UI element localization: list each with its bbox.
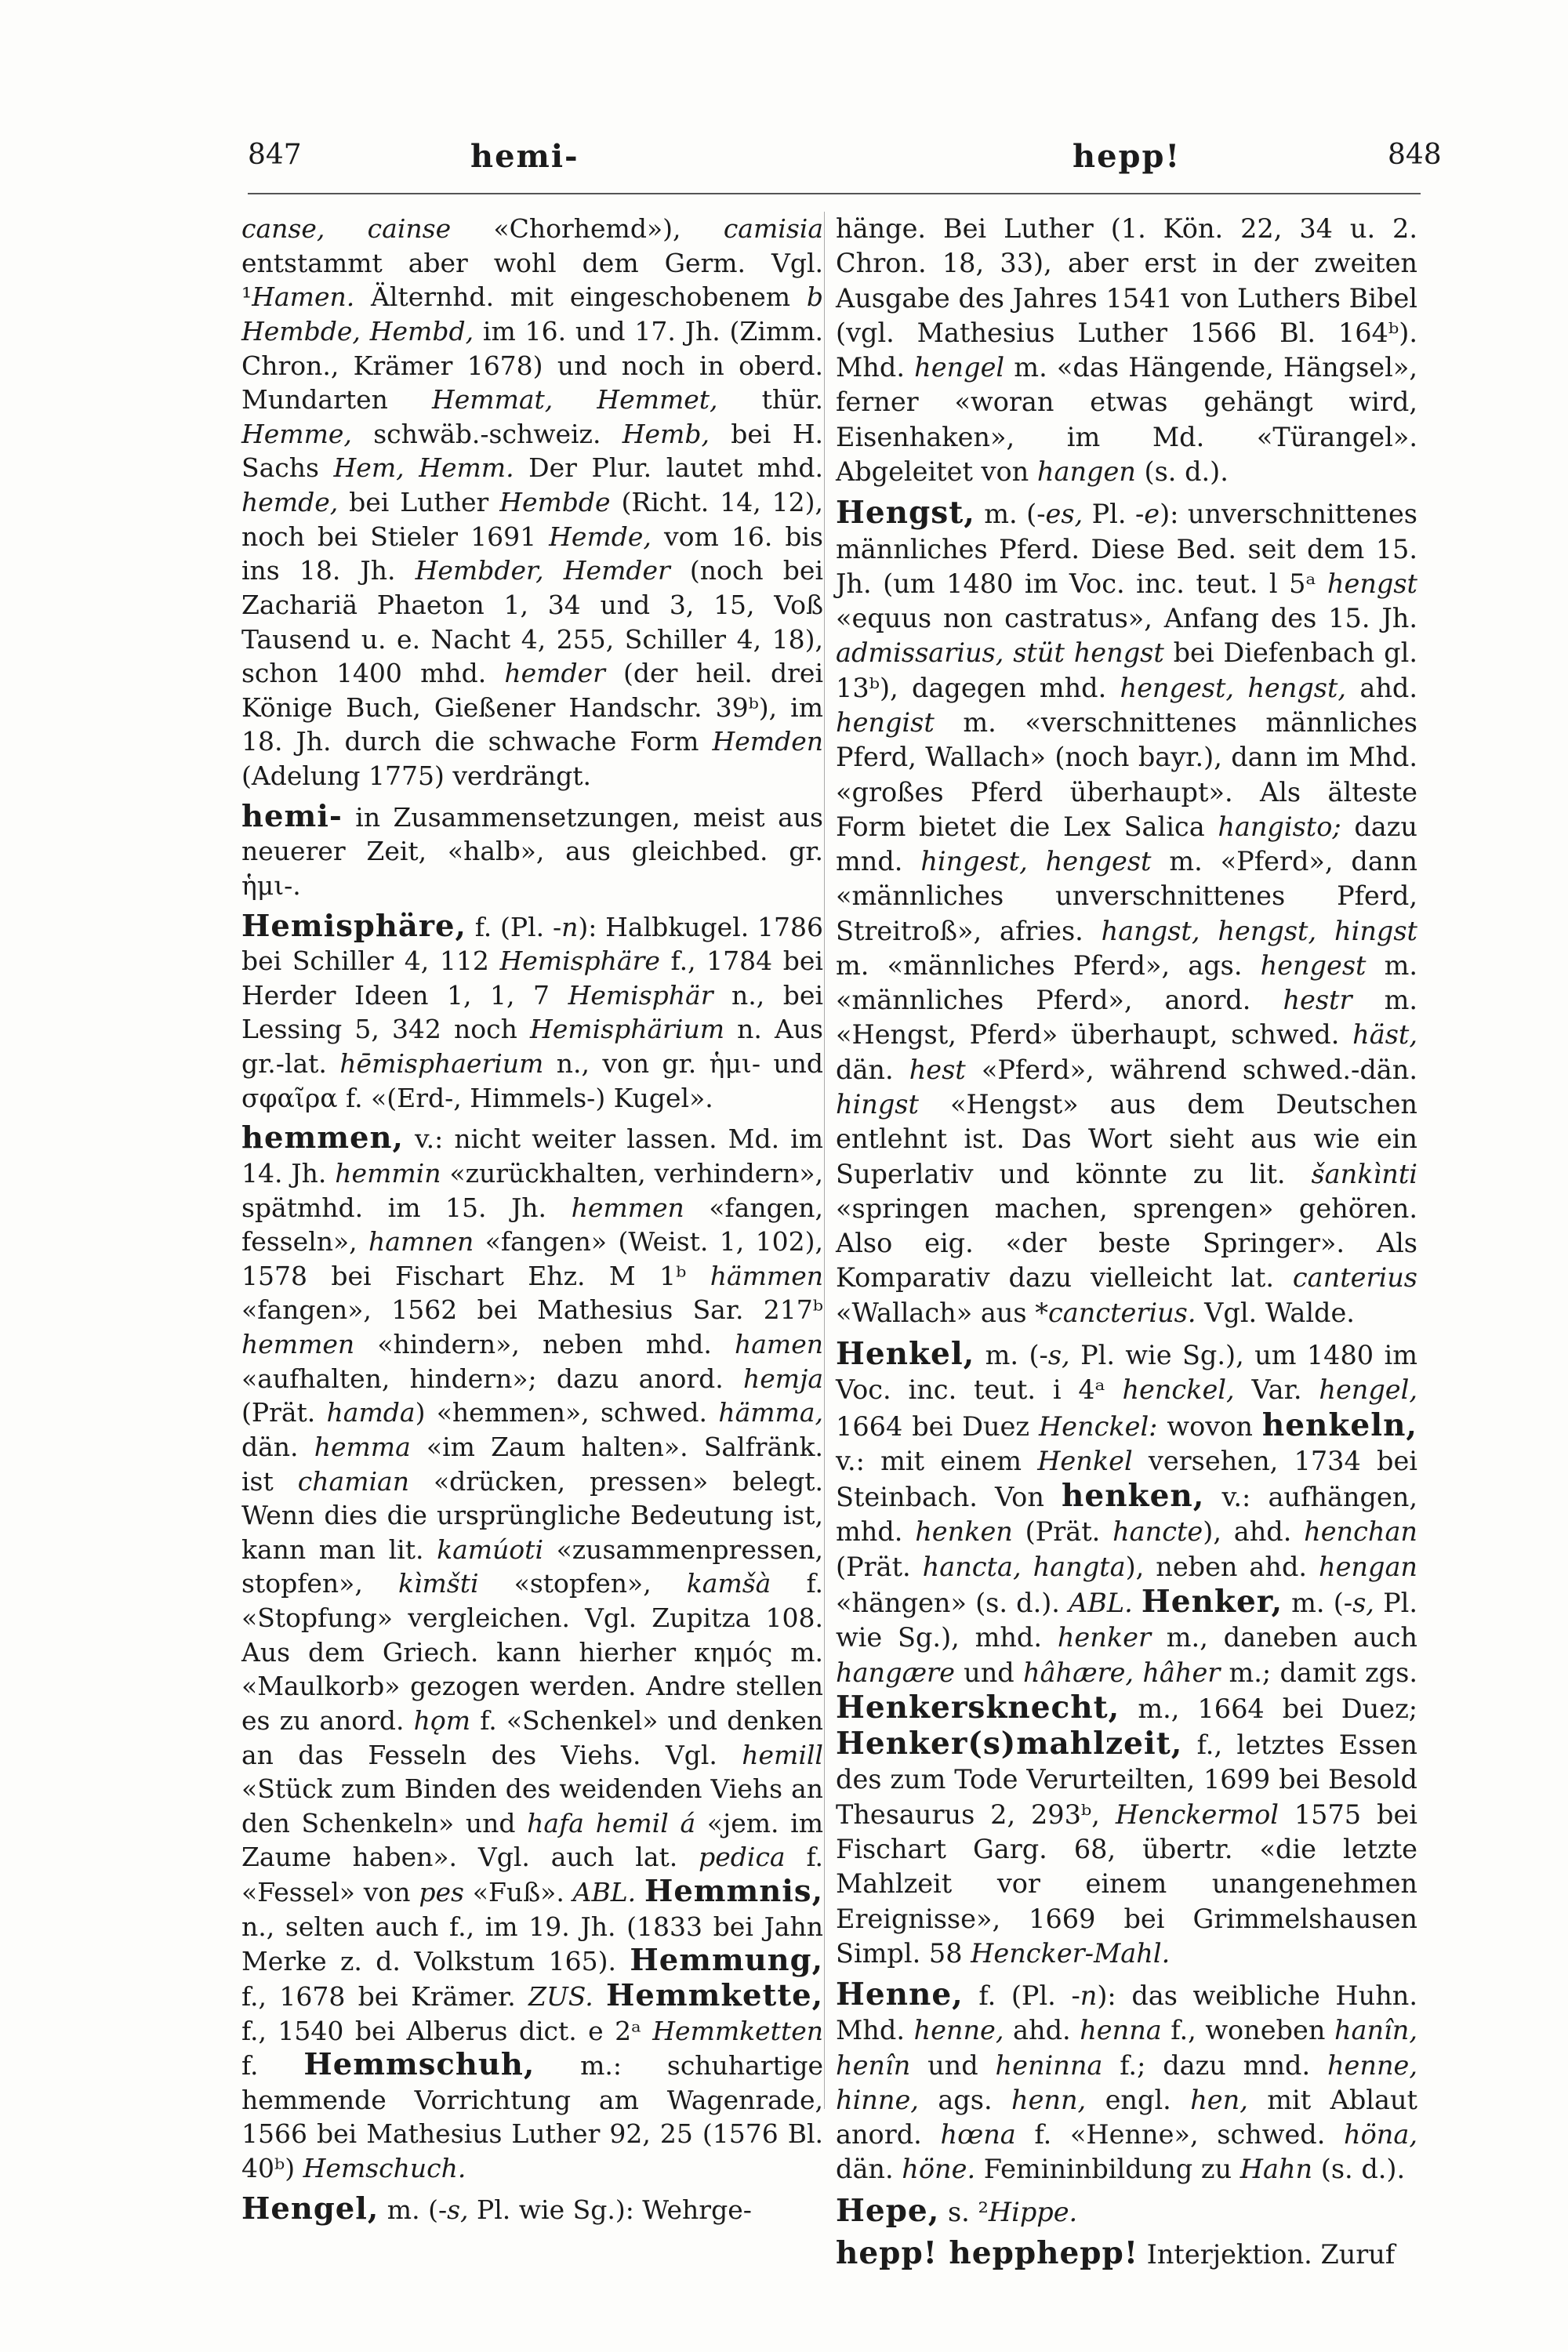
entry-text: Vgl. Walde.	[1196, 1297, 1355, 1328]
entry-text	[1133, 1588, 1142, 1618]
italic-form: hengest	[1260, 949, 1367, 981]
entry-text: Pl. wie Sg.), um 1480 im Voc. inc. teut. i 4ᵃ	[836, 1340, 1417, 1406]
italic-form: hancta, hangta	[922, 1551, 1126, 1582]
italic-form: cancterius.	[1048, 1297, 1196, 1328]
entry-text: dazu mnd.	[836, 811, 1417, 877]
italic-form: es,	[1045, 499, 1083, 530]
italic-form: hengest, hengst,	[1120, 672, 1347, 703]
italic-form: Hem, Hemm.	[333, 452, 514, 484]
entry-text: f., 1678 bei Krämer.	[241, 1980, 529, 2012]
entry-paragraph	[836, 1337, 1417, 1971]
headword: Henne,	[836, 1976, 964, 2013]
entry-text: m.; damit zgs.	[1220, 1657, 1417, 1688]
entry-text: v.: nicht weiter lassen. Md. im 14. Jh.	[241, 1123, 823, 1189]
entry-text: «hindern», neben mhd.	[354, 1329, 735, 1359]
italic-form: Hemmketten	[652, 2015, 823, 2046]
italic-form: hangære	[836, 1657, 955, 1688]
entry-text: Femininbildung zu	[975, 2154, 1240, 2185]
italic-form: pedica	[699, 1842, 786, 1873]
italic-form: Hahn	[1240, 2154, 1313, 2185]
italic-form: heninna	[995, 2049, 1103, 2081]
entry-text: m. (-	[975, 1340, 1048, 1370]
headword: Henkersknecht,	[836, 1689, 1120, 1726]
italic-form: hemmen	[571, 1192, 684, 1223]
entry-text: Var.	[1234, 1374, 1319, 1406]
italic-form: s,	[1352, 1587, 1374, 1618]
italic-form: Hippe.	[988, 2196, 1078, 2227]
entry-text: in Zusammensetzungen, meist aus neuerer Zeit, «halb», aus gleichbed. gr. ἡμι-.	[241, 801, 823, 901]
italic-form: hest	[909, 1054, 966, 1085]
entry-text: bei Diefenbach gl. 13ᵇ), dagegen mhd.	[836, 637, 1417, 703]
entry-text: v.: mit einem	[836, 1445, 1038, 1476]
italic-form: höna,	[1344, 2119, 1417, 2151]
headword: hemmen,	[241, 1120, 404, 1156]
italic-form: hen,	[1190, 2084, 1248, 2115]
left-column	[241, 212, 823, 2227]
entry-text: thür.	[717, 384, 823, 416]
entry-text: Interjektion. Zuruf	[1138, 2239, 1396, 2270]
italic-form: hangisto;	[1218, 811, 1341, 842]
entry-text: f., letztes Essen des zum Tode Verurteilten, 1699 bei Besold Thesaurus 2, 293ᵇ,	[836, 1730, 1417, 1830]
italic-form: hanîn, henîn	[836, 2015, 1417, 2081]
entry-text: «equus non castratus», Anfang des 15. Jh.	[836, 603, 1417, 634]
italic-form: admissarius, stüt hengst	[836, 637, 1164, 669]
entry-text: Pl. wie Sg.), mhd.	[836, 1587, 1417, 1653]
italic-form: hemja	[743, 1363, 823, 1394]
italic-form: Hemisphärium	[530, 1014, 725, 1045]
italic-form: häst,	[1352, 1019, 1417, 1051]
italic-form: camisia	[723, 213, 823, 244]
italic-form: hämmen	[710, 1260, 823, 1291]
italic-form: hamnen	[368, 1226, 474, 1258]
entry-text: m. «das Hängende, Hängsel», ferner «woran etwas gehängt wird, Eisenhaken», im Md. «Türangel». Abgeleitet von	[836, 352, 1417, 487]
entry-text: 1664 bei Duez	[836, 1410, 1039, 1442]
entry-text: «fangen, fesseln»,	[241, 1192, 823, 1258]
entry-text: f. «Stopfung» vergleichen. Vgl. Zupitza 108. Aus dem Griech. kann hierher κημός m. «Maulkorb» gezogen werden. Andre stellen es zu anord.	[241, 1568, 823, 1736]
entry-text: dän.	[836, 1054, 909, 1085]
entry-text: ): das weibliche Huhn. Mhd.	[836, 1980, 1417, 2046]
italic-form: ZUS.	[528, 1980, 593, 2012]
column-divider	[824, 212, 825, 2109]
headword: Hemmung,	[630, 1943, 823, 1979]
italic-form: henckel,	[1122, 1374, 1235, 1406]
entry-text: Älternhd. mit eingeschobenem	[354, 281, 807, 313]
entry-text: «fangen» (Weist. 1, 102), 1578 bei Fischart Ehz. M 1ᵇ	[241, 1226, 823, 1291]
headword: Hemmschuh,	[303, 2047, 535, 2083]
italic-form: hengist	[836, 706, 935, 738]
entry-text: «Pferd», während schwed.-dän.	[965, 1054, 1417, 1085]
italic-form: Hamen.	[252, 281, 355, 313]
headword: Hemmnis,	[644, 1874, 823, 1909]
entry-text: (Adelung 1775) verdrängt.	[241, 760, 592, 791]
entry-text: und	[910, 2049, 996, 2081]
headword: Hemmkette,	[606, 1977, 823, 2013]
italic-form: Hemme,	[241, 418, 352, 449]
entry-text: Pl. wie Sg.): Wehrge-	[468, 2194, 752, 2225]
italic-form: s,	[1047, 1340, 1070, 1370]
italic-form: hǫm	[413, 1704, 471, 1736]
entry-text: «im Zaum halten». Salfränk. ist	[241, 1431, 823, 1497]
entry-text: versehen, 1734 bei Steinbach. Von	[836, 1445, 1418, 1513]
page-number-right: 848	[1388, 139, 1442, 171]
italic-form: Hemden	[712, 726, 823, 757]
italic-form: henne,	[913, 2015, 1004, 2046]
entry-text: «drücken, pressen» belegt. Wenn dies die ursprüngliche Bedeutung ist, kann man lit.	[241, 1465, 823, 1565]
italic-form: canse, cainse	[241, 213, 452, 244]
entry-text: ): Halbkugel. 1786 bei Schiller 4, 112	[241, 911, 823, 977]
entry-text: (der heil. drei Könige Buch, Gießener Handschr. 39ᵇ), im 18. Jh. durch die schwache Form	[241, 658, 823, 757]
italic-form: hœna	[940, 2119, 1016, 2151]
italic-form: hafa hemil á	[527, 1807, 696, 1838]
italic-form: henna	[1080, 2015, 1162, 2046]
entry-text: Der Plur. lautet mhd.	[514, 452, 823, 484]
entry-text: f. (Pl. -	[963, 1980, 1080, 2012]
italic-form: canterius	[1292, 1262, 1417, 1294]
entry-text: n., von gr. ἡμι- und σφαῖρα f. «(Erd-, Himmels-) Kugel».	[241, 1048, 823, 1113]
entry-text: wovon	[1157, 1410, 1262, 1442]
italic-form: hangen	[1036, 456, 1136, 487]
entry-paragraph	[836, 1977, 1417, 2187]
entry-text: ags.	[918, 2084, 1011, 2115]
entry-text: vom 16. bis ins 18. Jh.	[241, 521, 823, 586]
italic-form: hingest, hengest	[920, 846, 1152, 877]
running-head-left: hemi-	[470, 138, 579, 175]
italic-form: Hemschuch.	[303, 2153, 466, 2183]
italic-form: b Hembde, Hembd,	[241, 281, 823, 347]
entry-text: f.	[241, 2050, 304, 2082]
italic-form: hestr	[1283, 985, 1352, 1016]
running-head-right: hepp!	[1073, 138, 1181, 175]
entry-text: ), neben ahd.	[1125, 1551, 1319, 1582]
entry-text: ) «hemmen», schwed.	[415, 1397, 719, 1428]
entry-text: (Prät.	[241, 1397, 327, 1428]
italic-form: Hembde	[499, 487, 611, 517]
italic-form: hemmin	[335, 1157, 441, 1189]
right-column	[836, 212, 1417, 2272]
entry-text: m. (-	[379, 2194, 448, 2225]
entry-paragraph	[241, 909, 823, 1116]
headword: Hemisphäre,	[241, 908, 466, 944]
entry-text: entstammt aber wohl dem Germ. Vgl. ¹	[241, 247, 823, 313]
entry-paragraph	[241, 1121, 823, 2185]
italic-form: šankìnti	[1311, 1158, 1417, 1189]
entry-text: m., daneben auch	[1150, 1622, 1418, 1653]
headword: Hengst,	[836, 495, 975, 532]
italic-form: kìmšti	[397, 1568, 479, 1599]
entry-text: «hängen» (s. d.).	[836, 1587, 1069, 1618]
italic-form: n	[1080, 1980, 1098, 2012]
italic-form: Hembder, Hemder	[415, 555, 670, 586]
italic-form: hēmisphaerium	[339, 1048, 544, 1079]
entry-text: «Fuß».	[463, 1877, 573, 1907]
entry-paragraph	[836, 2194, 1417, 2230]
italic-form: hemmen	[241, 1329, 355, 1359]
italic-form: Hemmat, Hemmet,	[431, 384, 718, 416]
entry-text: bei H. Sachs	[241, 418, 823, 484]
entry-text: hänge. Bei Luther (1. Kön. 22, 34 u. 2. Chron. 18, 33), aber erst in der zweiten Ausgabe des Jahres 1541 von Luthers Bibel (vgl. Mathesius Luther 1566 Bl. 164ᵇ). Mhd.	[836, 213, 1417, 383]
headword: henken,	[1062, 1478, 1205, 1515]
headword: Henker(s)mahlzeit,	[836, 1726, 1183, 1762]
entry-text: n. Aus gr.-lat.	[241, 1014, 823, 1079]
italic-form: pes	[419, 1877, 464, 1907]
headword: Hengel,	[241, 2190, 379, 2227]
entry-text: m. (-	[975, 499, 1046, 530]
italic-form: henn,	[1011, 2084, 1087, 2115]
entry-text: n., bei Lessing 5, 342 noch	[241, 979, 823, 1045]
italic-form: höne.	[902, 2154, 976, 2185]
entry-text: dän.	[241, 1431, 314, 1462]
entry-paragraph	[836, 2236, 1417, 2272]
entry-text: Pl. -	[1083, 499, 1145, 530]
entry-text: «springen machen, sprengen» gehören. Also eig. «der beste Springer». Als Komparativ dazu vielleicht lat.	[836, 1192, 1417, 1294]
italic-form: Henckermol	[1115, 1798, 1279, 1830]
italic-form: hamda	[326, 1397, 416, 1428]
entry-text: «Wallach» aus *	[836, 1297, 1049, 1328]
italic-form: Hemisphäre	[499, 946, 660, 977]
italic-form: hamen	[734, 1329, 823, 1359]
entry-text: (s. d.).	[1312, 2154, 1406, 2185]
entry-text: f. «Henne», schwed.	[1015, 2119, 1345, 2151]
entry-paragraph	[241, 212, 823, 793]
entry-text: «Stück zum Binden des weidenden Viehs an den Schenkeln» und	[241, 1773, 823, 1838]
entry-text: «zurückhalten, verhindern», spätmhd. im 15. Jh.	[241, 1157, 824, 1223]
entry-text: im 16. und 17. Jh. (Zimm. Chron., Krämer 1678) und noch in oberd. Mundarten	[241, 315, 823, 416]
header-rule	[248, 193, 1421, 194]
italic-form: kamúoti	[437, 1534, 543, 1565]
entry-text: (noch bei Zachariä Phaeton 1, 34 und 3, 15, Voß Tausend u. e. Nacht 4, 255, Schiller 4, 18), schon 1400 mhd.	[241, 555, 824, 689]
italic-form: Hemde,	[549, 521, 652, 552]
entry-text: f., 1540 bei Alberus dict. e 2ᵃ	[241, 2015, 653, 2046]
entry-text: mit Ablaut anord.	[836, 2084, 1417, 2151]
italic-form: hancte	[1112, 1516, 1203, 1548]
italic-form: henne, hinne,	[836, 2049, 1417, 2115]
italic-form: Hemisphär	[568, 979, 713, 1011]
italic-form: henchan	[1304, 1516, 1417, 1548]
entry-text: f. (Pl. -	[466, 911, 562, 942]
entry-text: «Chorhemd»),	[451, 213, 724, 244]
italic-form: s,	[447, 2194, 469, 2225]
entry-text: m. (-	[1283, 1587, 1353, 1618]
headword: Henker,	[1141, 1583, 1283, 1620]
entry-text: ), ahd.	[1203, 1516, 1305, 1548]
italic-form: hengan	[1319, 1551, 1417, 1582]
entry-text: m. «männliches Pferd», anord.	[836, 949, 1417, 1016]
entry-text: (s. d.).	[1135, 456, 1229, 487]
entry-text: f., 1784 bei Herder Ideen 1, 1, 7	[241, 946, 823, 1011]
entry-text: und	[954, 1657, 1023, 1688]
entry-text: (Richt. 14, 12), noch bei Stieler 1691	[241, 487, 823, 552]
headword: henkeln,	[1261, 1406, 1417, 1443]
italic-form: henker	[1057, 1622, 1151, 1653]
entry-text: f., woneben	[1161, 2015, 1334, 2046]
headword: Hepe,	[836, 2192, 940, 2229]
italic-form: hämma,	[718, 1397, 823, 1428]
headword: hemi-	[241, 798, 343, 834]
entry-paragraph	[836, 495, 1417, 1330]
entry-paragraph	[241, 800, 823, 903]
entry-text: engl.	[1086, 2084, 1191, 2115]
entry-text: «jem. im Zaume haben». Vgl. auch lat.	[241, 1807, 824, 1873]
entry-text: (Prät.	[836, 1551, 923, 1582]
italic-form: Hemb,	[622, 418, 710, 449]
entry-text: (Prät.	[1012, 1516, 1113, 1548]
italic-form: hemde,	[241, 487, 339, 517]
italic-form: hemder	[504, 658, 605, 689]
entry-text: ): unverschnittenes männliches Pferd. Diese Bed. seit dem 15. Jh. (um 1480 im Voc. inc. teut. l 5ᵃ	[836, 499, 1417, 599]
italic-form: ABL.	[1069, 1587, 1133, 1618]
entry-text: «aufhalten, hindern»; dazu anord.	[241, 1363, 744, 1394]
entry-text: ahd.	[1004, 2015, 1080, 2046]
entry-text: m. «Pferd», dann «männliches unverschnittenes Pferd, Streitroß», afries.	[836, 846, 1417, 946]
italic-form: hangst, hengst, hingst	[1101, 915, 1417, 946]
entry-text: f. «Schenkel» und denken an das Fesseln des Viehs. Vgl.	[241, 1704, 823, 1770]
entry-text: f. «Fessel» von	[241, 1842, 823, 1907]
entry-text: m. «verschnittenes männliches Pferd, Wallach» (noch bayr.), dann im Mhd. «großes Pferd überhaupt». Als älteste Form bietet die Lex Salica	[836, 706, 1417, 842]
entry-text: «zusammenpressen, stopfen»,	[241, 1534, 823, 1599]
entry-text: m.: schuhartige hemmende Vorrichtung am Wagenrade, 1566 bei Mathesius Luther 92, 25 (1576 Bl. 40ᵇ)	[241, 2050, 823, 2183]
entry-text: m. «männliches Pferd», ags.	[836, 949, 1261, 981]
italic-form: henken	[915, 1516, 1013, 1548]
italic-form: e	[1144, 499, 1160, 530]
entry-text: «Hengst» aus dem Deutschen entlehnt ist. Das Wort sieht aus wie ein Superlativ und könnte zu lit.	[836, 1089, 1417, 1189]
italic-form: n	[561, 911, 579, 942]
italic-form: Henckel:	[1038, 1410, 1158, 1442]
entry-text: n., selten auch f., im 19. Jh. (1833 bei Jahn Merke z. d. Volkstum 165).	[241, 1911, 823, 1977]
italic-form: ABL.	[572, 1877, 637, 1907]
entry-paragraph	[241, 2192, 823, 2227]
entry-text: f.; dazu mnd.	[1102, 2049, 1327, 2081]
entry-text: 1575 bei Fischart Garg. 68, übertr. «die letzte Mahlzeit vor einem unangenehmen Ereignisse», 1669 bei Grimmelshausen Simpl. 58	[836, 1798, 1417, 1969]
italic-form: Hencker-Mahl.	[971, 1937, 1171, 1969]
entry-text	[636, 1877, 644, 1907]
italic-form: kamšà	[686, 1568, 771, 1599]
headword: hepp! hepphepp!	[836, 2235, 1138, 2272]
entry-text: dän.	[836, 2154, 902, 2185]
italic-form: Henkel	[1037, 1445, 1133, 1476]
italic-form: hemma	[314, 1431, 411, 1462]
entry-text: m., 1664 bei Duez;	[1120, 1693, 1417, 1724]
headword: Henkel,	[836, 1336, 975, 1372]
entry-text: s. ²	[939, 2196, 989, 2227]
entry-text	[593, 1981, 606, 2012]
entry-text: ahd.	[1346, 672, 1417, 703]
entry-text: «stopfen»,	[478, 1568, 687, 1599]
entry-paragraph	[836, 212, 1417, 489]
italic-form: hemill	[742, 1739, 823, 1770]
italic-form: hingst	[836, 1089, 919, 1120]
page-number-left: 847	[248, 139, 302, 171]
italic-form: hengel,	[1319, 1374, 1417, 1406]
italic-form: hâhære, hâher	[1022, 1657, 1221, 1688]
entry-text: schwäb.-schweiz.	[351, 418, 622, 449]
entry-text: bei Luther	[338, 487, 500, 517]
entry-text: m. «Hengst, Pferd» überhaupt, schwed.	[836, 985, 1417, 1051]
italic-form: hengst	[1327, 568, 1417, 599]
italic-form: chamian	[297, 1465, 409, 1497]
italic-form: hengel	[914, 352, 1005, 383]
entry-text: v.: aufhängen, mhd.	[836, 1482, 1418, 1548]
entry-text: «fangen», 1562 bei Mathesius Sar. 217ᵇ	[241, 1294, 823, 1326]
